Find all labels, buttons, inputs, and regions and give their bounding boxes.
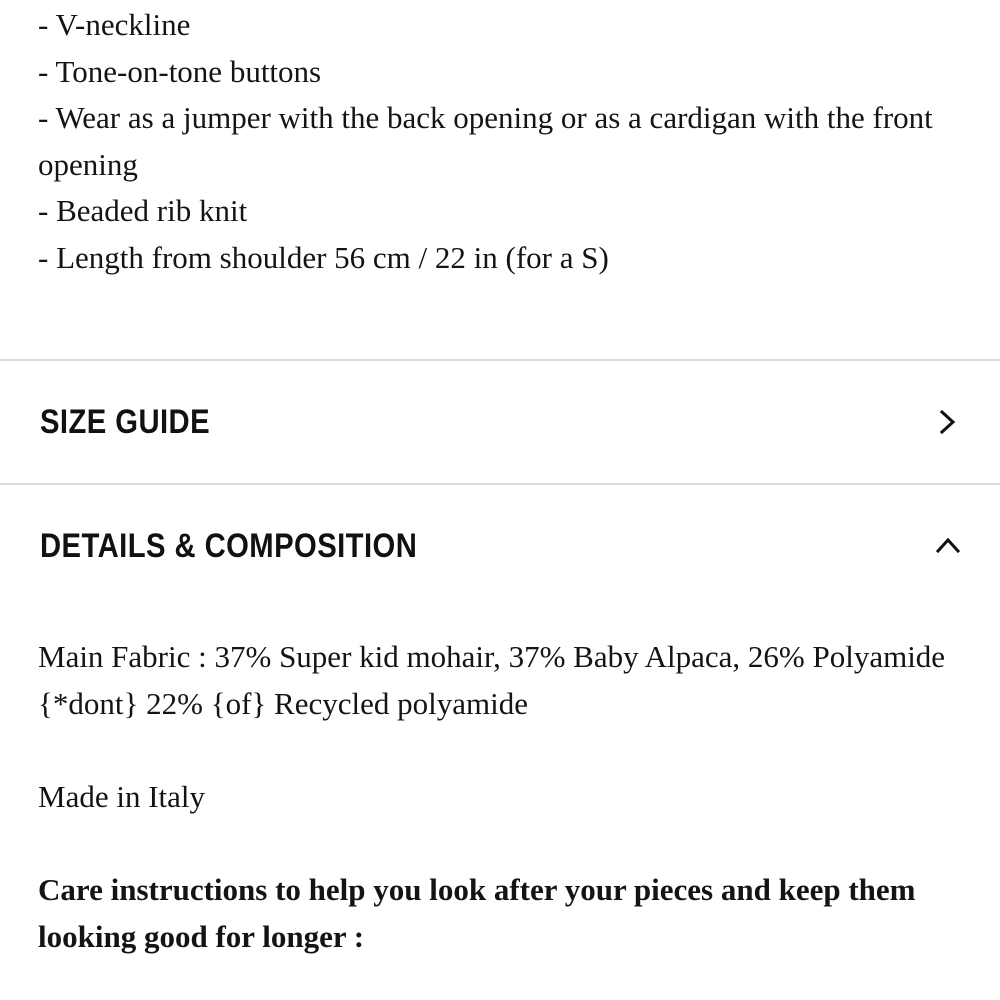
feature-item: - V-neckline (38, 7, 191, 42)
details-composition-accordion-header[interactable] (0, 486, 1000, 606)
size-guide-title: SIZE GUIDE (40, 402, 211, 441)
main-fabric-text: Main Fabric : 37% Super kid mohair, 37% Baby Alpaca, 26% Polyamide (38, 639, 946, 674)
feature-item: - Length from shoulder 56 cm / 22 in (for a S) (38, 239, 609, 275)
spacer (38, 820, 968, 867)
product-features-list (38, 2, 968, 282)
feature-item: - Tone-on-tone buttons (38, 53, 322, 89)
feature-item: - Beaded rib knit (38, 193, 248, 229)
origin-text: Made in Italy (38, 778, 206, 814)
size-guide-accordion-header[interactable] (0, 362, 1000, 482)
chevron-right-icon[interactable] (928, 402, 968, 442)
care-instructions-heading: Care instructions to help you look after your pieces and keep them looking good for longer : (38, 871, 916, 954)
recycled-text: {*dont} 22% {of} Recycled polyamide (38, 685, 528, 721)
feature-item: - Wear as a jumper with the back opening or as a cardigan with the front opening (38, 100, 933, 182)
details-composition-title: DETAILS & COMPOSITION (40, 526, 418, 565)
divider-top (0, 359, 1000, 361)
chevron-up-icon[interactable] (928, 526, 968, 566)
spacer (38, 727, 968, 774)
divider-middle (0, 483, 1000, 485)
details-composition-content (38, 634, 968, 960)
